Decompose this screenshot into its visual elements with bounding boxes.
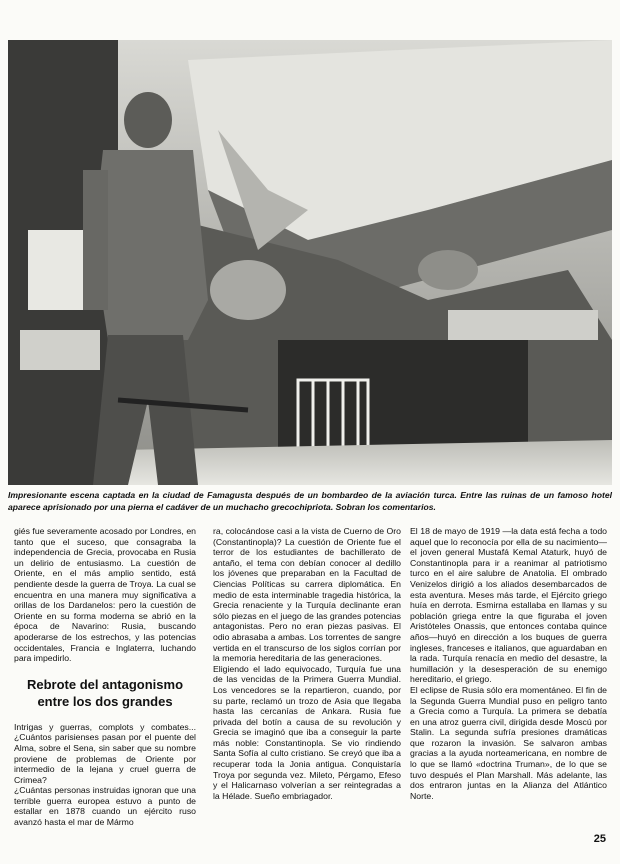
column-2 <box>213 526 401 801</box>
column-3-text: El 18 de mayo de 1919 —la data está fecha a todo aquel que lo reconocía por ella de su nacimiento— el joven general Mustafá Kemal Ataturk, huyó de Constantinopla para ir a reanimar al patriotismo turco en el aire salubre de Anatolia. El ombrado Venizelos dirigió a los aliados desembarcados de esta aventura. Meses más tarde, el Ejército griego huía en derrota. Esmirna estallaba en llamas y su población griega entre la que figuraba el joven Aristóteles Onassis, que entonces contaba quince años—huyó en dirección a los buques de guerra ingleses, franceses e italianos, que aguardaban en la rada. Turquía renacía en medio del desastre, la humillación y la desesperación de su enemigo hereditario, el griego. El eclipse de Rusia sólo era momentáneo. El fin de la Segunda Guerra Mundial puso en peligro tanto a Grecia como a Turquía. La primera se debatía en una atroz guerra civil, dirigida desde Moscú por Stalin. La segunda sufría presiones dramáticas que rozaron la invasión. Se salvaron ambas gracias a la ayuda norteamericana, en nombre de lo que se llamó «doctrina Truman», de lo que se tuvo después el Plan Marshall. Más adelante, las dos entraron juntas en la Alianza del Atlántico Norte. <box>410 526 607 801</box>
column-1-text-bottom: Intrigas y guerras, complots y combates... ¿Cuántos parisienses pasan por el puente del Alma, sobre el Sena, sin saber que su nombre proviene de problemas de Oriente por intermedio de la lejana y cruel guerra de Crimea? ¿Cuántas personas instruidas ignoran que una terrible guerra europea estuvo a punto de estallar en 1878 cuando un ejército ruso avanzó hasta el mar de Mármo <box>14 721 196 828</box>
section-headline: Rebrote del antagonismo entre los dos grandes <box>26 676 184 709</box>
news-photo <box>8 40 612 485</box>
column-1 <box>14 526 196 828</box>
photo-caption: Impresionante escena captada en la ciudad de Famagusta después de un bombardeo de la aviación turca. Entre las ruinas de un famoso hotel aparece aprisionado por una pierna el cadáver de un muchacho grecochipriota. Sobran los comentarios. <box>8 490 612 512</box>
column-3 <box>410 526 607 801</box>
column-1-text-top: giés fue severamente acosado por Londres, en tanto que el suceso, que consagraba la independencia de Grecia, provocaba en Rusia un delirio de entusiasmo. La cuestión de Oriente, en el más amplio sentido, está pendiente desde la guerra de Troya. La cual se encuentra en una manera muy significativa a orillas de los Dardanelos: pero la cuestión de Oriente en su forma moderna se abrió en la época de Navarino: Rusia, buscando apoderarse de los estrechos, y las potencias occidentales, Francia e Inglaterra, luchando para impedirlo. <box>14 526 196 664</box>
page-number: 25 <box>593 833 606 845</box>
photo-fallen-building <box>8 40 612 485</box>
column-2-text: ra, colocándose casi a la vista de Cuerno de Oro (Constantinopla)? La cuestión de Oriente fue el terror de los estudiantes de bachillerato de antaño, el tema con debían conocer al dedillo los jóvenes que preparaban en la Facultad de Ciencias Políticas su carrera diplomática. En medio de esta interminable tragedia histórica, la Grecia renaciente y la Turquía declinante eran sólo piezas en el juego de las grandes potencias antagonistas. Pero no eran piezas pasivas. El odio abrasaba a ambas. Los torrentes de sangre vertida en el transcurso de los siglos corrían por la memoria hereditaria de las generaciones. Eligiendo el lado equivocado, Turquía fue una de las vencidas de la Primera Guerra Mundial. Los vencedores se la repartieron, cuando, por su parte, reclamó un trozo de Asia que llegaba hasta las cercanías de Ankara. Rusia fue privada del botín a causa de su revolución y Grecia se imaginó que iba a conseguir la parte más noble: Constantinopla. Se vio rindiendo Santa Sofía al culto cristiano. Se creyó que iba a recuperar toda la Jonia antigua. Conquistaría Troya por segunda vez. Mileto, Pérgamo, Efeso y el Halicarnaso volverían a ser reintegradas a la Hélade. Sueño embriagador. <box>213 526 401 801</box>
